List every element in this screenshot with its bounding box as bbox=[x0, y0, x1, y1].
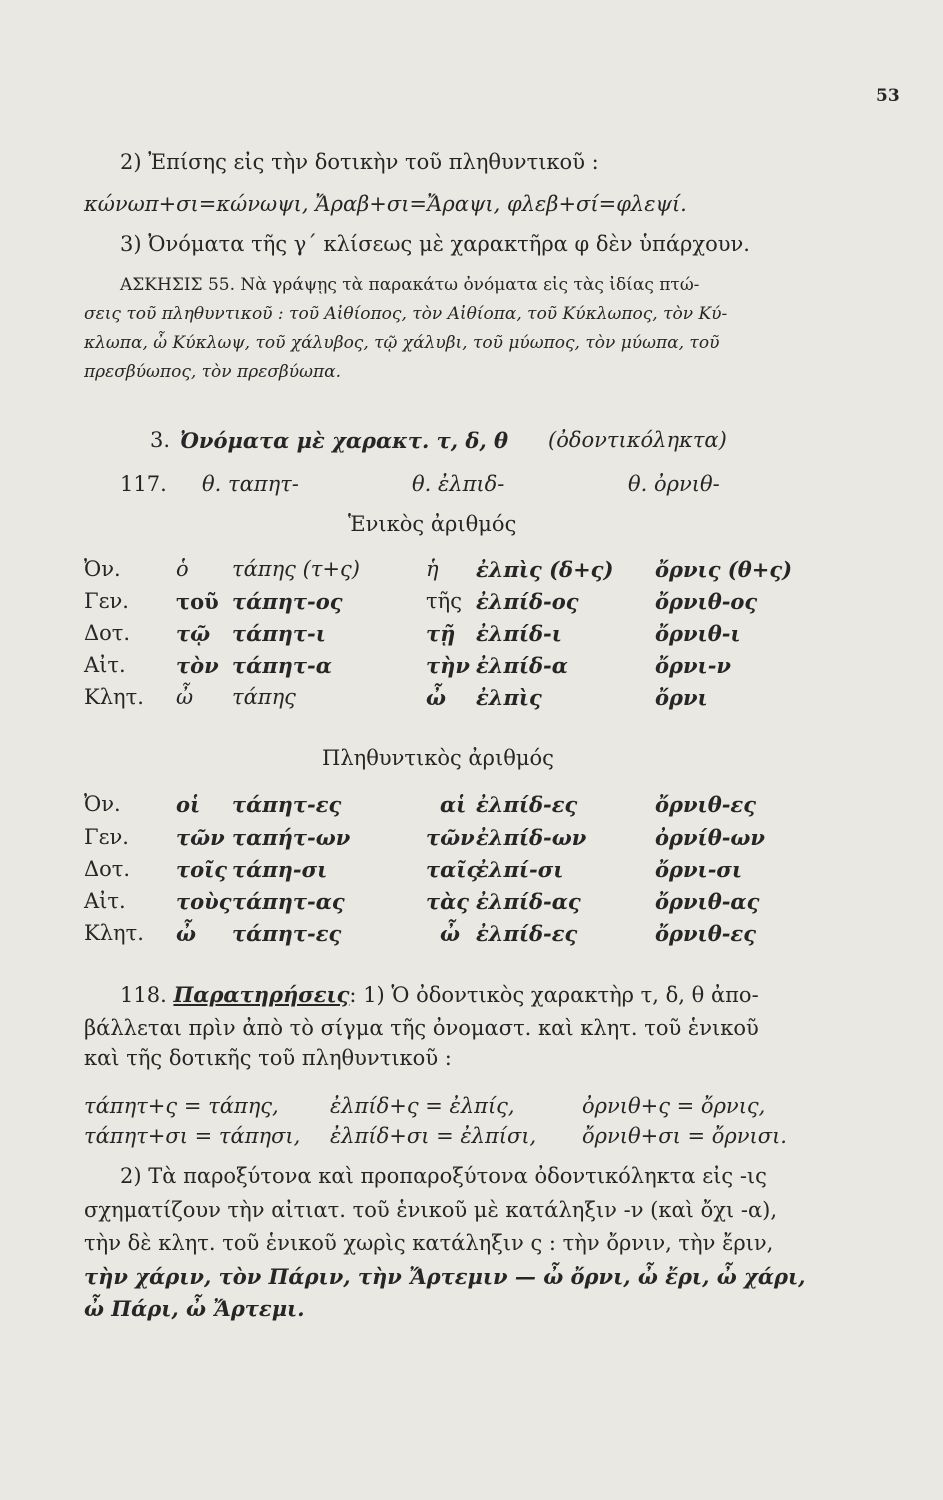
form: ὄρνι-ν bbox=[655, 653, 731, 678]
text-line: 2) Ἐπίσης εἰς τὴν δοτικὴν τοῦ πληθυντικοῦ : bbox=[120, 150, 599, 174]
case-label: Δοτ. bbox=[84, 857, 131, 881]
form: τάπητ-ι bbox=[232, 621, 326, 646]
form: ἐλπίδ-ας bbox=[476, 889, 581, 914]
case-label: Κλητ. bbox=[84, 921, 144, 945]
case-label: Ὀν. bbox=[84, 792, 121, 816]
form: ἐλπί-σι bbox=[476, 857, 564, 882]
form: ἐλπίδ-ων bbox=[476, 825, 587, 850]
form: τάπης (τ+ς) bbox=[232, 557, 360, 581]
article: ὁ bbox=[176, 557, 189, 581]
text-line: κώνωπ+σι=κώνωψι, Ἄραβ+σι=Ἄραψι, φλεβ+σί=φλεψί. bbox=[84, 192, 687, 216]
article: ὦ bbox=[176, 921, 196, 946]
form: τάπητ-ες bbox=[232, 921, 342, 946]
exercise-line: σεις τοῦ πληθυντικοῦ : τοῦ Αἰθίοπος, τὸν Αἰθίοπα, τοῦ Κύκλωπος, τὸν Κύ- bbox=[84, 304, 728, 324]
plural-heading: Πληθυντικὸς ἀριθμός bbox=[322, 746, 554, 770]
section-number: 3. bbox=[150, 428, 171, 452]
equation: ὄρνιθ+σι = ὄρνισι. bbox=[582, 1124, 787, 1148]
form: ὀρνίθ-ων bbox=[655, 825, 765, 850]
article: αἱ bbox=[440, 792, 467, 817]
case-label: Κλητ. bbox=[84, 685, 144, 709]
text-line: 3) Ὀνόματα τῆς γ΄ κλίσεως μὲ χαρακτῆρα φ δὲν ὑπάρχουν. bbox=[120, 232, 750, 256]
case-label: Δοτ. bbox=[84, 621, 131, 645]
form: τάπητ-ος bbox=[232, 589, 343, 614]
form: ὄρνις (θ+ς) bbox=[655, 557, 793, 582]
remarks-line: καὶ τῆς δοτικῆς τοῦ πληθυντικοῦ : bbox=[84, 1046, 452, 1070]
remarks-title: Παρατηρήσεις bbox=[173, 982, 350, 1007]
equation: ἐλπίδ+σι = ἐλπίσι, bbox=[330, 1124, 537, 1148]
form: τάπητ-ας bbox=[232, 889, 345, 914]
article: τῇ bbox=[426, 621, 456, 646]
article: τοὺς bbox=[176, 889, 232, 914]
form: τάπητ-α bbox=[232, 653, 332, 678]
case-label: Γεν. bbox=[84, 825, 129, 849]
form: ἐλπίδ-ι bbox=[476, 621, 562, 646]
remarks-line: τὴν δὲ κλητ. τοῦ ἑνικοῦ χωρὶς κατάληξιν ς : τὴν ὄρνιν, τὴν ἔριν, bbox=[84, 1231, 774, 1255]
remarks-line: τὴν χάριν, τὸν Πάριν, τὴν Ἄρτεμιν — ὦ ὄρνι, ὦ ἔρι, ὦ χάρι, bbox=[84, 1264, 806, 1289]
form: τάπης bbox=[232, 685, 296, 709]
remarks-colon: : bbox=[349, 983, 357, 1007]
case-label: Αἰτ. bbox=[84, 889, 126, 913]
form: τάπη-σι bbox=[232, 857, 328, 882]
form: ὄρνιθ-ι bbox=[655, 621, 741, 646]
article: τὸν bbox=[176, 653, 219, 678]
remarks-line: βάλλεται πρὶν ἀπὸ τὸ σίγμα τῆς ὀνομαστ. καὶ κλητ. τοῦ ἑνικοῦ bbox=[84, 1016, 759, 1040]
stem-label: θ. ὀρνιθ- bbox=[628, 472, 720, 496]
form: ταπήτ-ων bbox=[232, 825, 351, 850]
stem-label: θ. ἐλπιδ- bbox=[412, 472, 505, 496]
form: ἐλπίδ-ος bbox=[476, 589, 579, 614]
article: τῶν bbox=[426, 825, 475, 850]
article: ὦ bbox=[440, 921, 460, 946]
article: ὦ bbox=[426, 685, 446, 710]
form: ὄρνιθ-ες bbox=[655, 792, 756, 817]
case-label: Ὀν. bbox=[84, 557, 121, 581]
remarks-number: 118. bbox=[120, 983, 167, 1007]
form: τάπητ-ες bbox=[232, 792, 342, 817]
exercise-line: πρεσβύωπος, τὸν πρεσβύωπα. bbox=[84, 362, 342, 382]
article: ἡ bbox=[426, 557, 439, 581]
remarks-line: 2) Τὰ παροξύτονα καὶ προπαροξύτονα ὀδοντικόληκτα εἰς -ις bbox=[120, 1164, 767, 1188]
form: ἐλπίδ-ες bbox=[476, 921, 578, 946]
section-title: Ὀνόματα μὲ χαρακτ. τ, δ, θ bbox=[180, 428, 509, 453]
exercise-line: κλωπα, ὦ Κύκλωψ, τοῦ χάλυβος, τῷ χάλυβι, τοῦ μύωπος, τὸν μύωπα, τοῦ bbox=[84, 333, 720, 353]
stem-label: θ. ταπητ- bbox=[202, 472, 299, 496]
article: τῶν bbox=[176, 825, 225, 850]
article: οἱ bbox=[176, 792, 201, 817]
article: ὦ bbox=[176, 685, 194, 709]
article: τοῖς bbox=[176, 857, 228, 882]
form: ὄρνιθ-ες bbox=[655, 921, 756, 946]
singular-heading: Ἑνικὸς ἀριθμός bbox=[348, 512, 517, 536]
paradigm-number: 117. bbox=[120, 472, 167, 496]
equation: ὀρνιθ+ς = ὄρνις, bbox=[582, 1094, 766, 1118]
exercise-line: ΑΣΚΗΣΙΣ 55. Νὰ γράψῃς τὰ παρακάτω ὀνόματα εἰς τὰς ἰδίας πτώ- bbox=[120, 275, 700, 295]
article: τοῦ bbox=[176, 589, 219, 614]
section-note: (ὀδοντικόληκτα) bbox=[548, 428, 727, 452]
article: τῷ bbox=[176, 621, 211, 646]
remarks-text: 1) Ὁ ὀδοντικὸς χαρακτὴρ τ, δ, θ ἀπο- bbox=[363, 983, 759, 1007]
article: ταῖς bbox=[426, 857, 480, 882]
form: ὄρνι bbox=[655, 685, 708, 710]
article: τὰς bbox=[426, 889, 470, 914]
equation: τάπητ+ς = τάπης, bbox=[84, 1094, 279, 1118]
form: ἐλπὶς bbox=[476, 685, 542, 710]
page-number: 53 bbox=[876, 86, 900, 106]
equation: τάπητ+σι = τάπησι, bbox=[84, 1124, 301, 1148]
form: ἐλπίδ-α bbox=[476, 653, 568, 678]
case-label: Γεν. bbox=[84, 589, 129, 613]
form: ἐλπίδ-ες bbox=[476, 792, 578, 817]
form: ὄρνι-σι bbox=[655, 857, 743, 882]
case-label: Αἰτ. bbox=[84, 653, 126, 677]
remarks-line: ὦ Πάρι, ὦ Ἄρτεμι. bbox=[84, 1296, 305, 1321]
remarks-line: σχηματίζουν τὴν αἰτιατ. τοῦ ἑνικοῦ μὲ κατάληξιν -ν (καὶ ὄχι -α), bbox=[84, 1198, 777, 1222]
form: ἐλπὶς (δ+ς) bbox=[476, 557, 614, 582]
remarks-line bbox=[120, 982, 759, 1008]
form: ὄρνιθ-ας bbox=[655, 889, 760, 914]
article: τῆς bbox=[426, 589, 462, 613]
equation: ἐλπίδ+ς = ἐλπίς, bbox=[330, 1094, 515, 1118]
article: τὴν bbox=[426, 653, 470, 678]
form: ὄρνιθ-ος bbox=[655, 589, 758, 614]
